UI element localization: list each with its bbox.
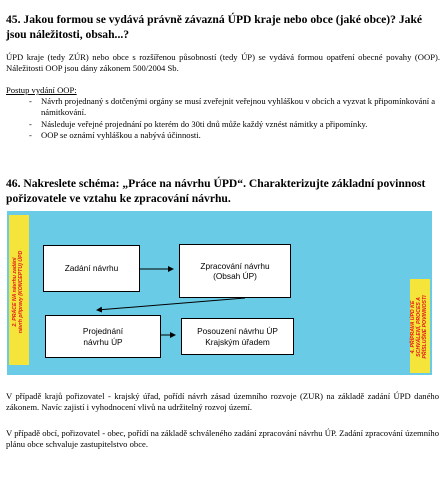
steps-list: [6, 96, 440, 142]
dash-bullet: -: [29, 130, 32, 141]
left-label-text: [12, 217, 26, 367]
q45-heading-line2: jsou náležitosti, obsah...?: [6, 28, 130, 41]
q45-paragraph: ÚPD kraje (tedy ZÚR) nebo obce s rozšířenou působností (tedy ÚP) se vydává formou opatření obecné povahy (OOP). Náležitosti OOP jsou dány zákonem 500/2004 Sb.: [6, 52, 440, 74]
q46-heading-line2: pořizovatele ve vztahu ke zpracování návrhu.: [6, 192, 231, 205]
right-label-text: [410, 280, 430, 374]
left-label-line1: 2. PRÁCE NA návrhu zadání: [12, 257, 18, 327]
box-zpracovani-line1: Zpracování návrhu: [200, 260, 270, 271]
right-label-line2: SCHVÁLENÍ, PROCES A: [416, 297, 423, 357]
q46-paragraph1: V případě krajů pořizovatel - krajský úřad, pořídí návrh zásad územního rozvoje (ZUR) na základě zadání ÚPD daného zákonem. Navíc zajistí i vyhodnocení vlivů na udržitelný rozvoj území.: [6, 391, 439, 413]
step-text: Následuje veřejné projednání po kterém do 30ti dnů může každý vznést námitky a připomínky.: [41, 118, 368, 129]
right-label-line1: 4. PŘÍPRAVA ÚPD KE: [410, 300, 416, 354]
dash-bullet: -: [29, 118, 32, 129]
q46-paragraph2: V případě obcí, pořizovatel - obec, pořídí na základě schváleného zadání zpracování návrhu ÚP. Zadání zpracování územního plánu obce schvaluje zastupitelstvo obce.: [6, 428, 439, 450]
box-zpracovani-line2: (Obsah ÚP): [213, 271, 257, 281]
box-posouzeni-line1: Posouzení návrhu ÚP: [197, 326, 278, 336]
right-label-line3: PŘÍSLUŠNÉ POVINNOSTI: [422, 295, 429, 359]
q45-heading-line1: 45. Jakou formou se vydává právně závazná ÚPD kraje nebo obce (jaké obce)? Jaké: [6, 13, 423, 26]
step-text: OOP se oznámí vyhláškou a nabývá účinnosti.: [41, 130, 201, 141]
left-label-line2: návrh přípravy (KONCEPTU) ÚPD: [18, 250, 25, 334]
list-item: [6, 130, 440, 141]
box-projednani-line1: Projednání: [82, 326, 124, 336]
list-item: [6, 119, 440, 130]
dash-bullet: -: [29, 96, 32, 106]
step-text: Návrh projednaný s dotčenými orgány se musí zveřejnit veřejnou vyhláškou v obcích a vyzvat k připomínkování a námitkování.: [41, 96, 436, 118]
box-zpracovani-navrhu: [179, 244, 291, 298]
box-zadani-label: Zadání návrhu: [64, 263, 119, 274]
box-projednani-navrhu: [45, 315, 161, 358]
box-zadani-navrhu: [43, 245, 140, 292]
box-posouzeni-line2: Krajským úřadem: [205, 336, 270, 347]
list-item: [6, 96, 440, 119]
box-posouzeni-navrhu: [181, 318, 294, 355]
work-on-draft-diagram: [7, 211, 432, 375]
box-projednani-line2: návrhu ÚP: [83, 336, 123, 347]
q46-heading-line1: 46. Nakreslete schéma: „Práce na návrhu ÚPD“. Charakterizujte základní povinnost: [6, 177, 426, 190]
arrow-zpracovani-to-projednani: [97, 298, 245, 310]
postup-title: Postup vydání OOP:: [6, 85, 77, 95]
